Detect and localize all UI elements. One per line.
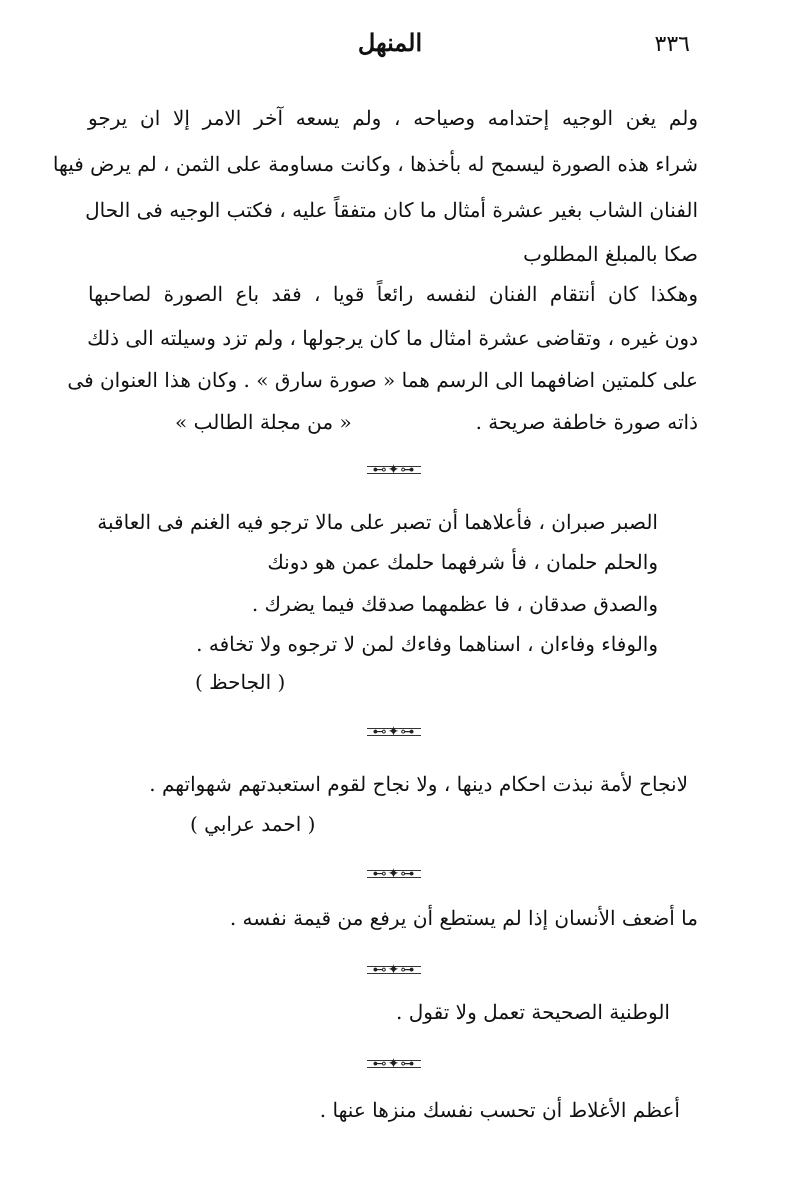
quote-line: والحلم حلمان ، فأ شرفهما حلمك عمن هو دونك — [267, 550, 658, 574]
quote-line: ما أضعف الأنسان إذا لم يستطع أن يرفع من قيمة نفسه . — [229, 906, 698, 930]
article-line: الفنان الشاب بغير عشرة أمثال ما كان متفقاً عليه ، فكتب الوجيه فى الحال — [85, 198, 698, 222]
article-line: صكا بالمبلغ المطلوب — [523, 242, 698, 266]
page-header — [90, 28, 690, 68]
article-line: دون غيره ، وتقاضى عشرة امثال ما كان يرجولها ، ولم تزد وسيلته الى ذلك — [87, 326, 698, 350]
article-line: وهكذا كان أنتقام الفنان لنفسه رائعاً قويا ، فقد باع الصورة لصاحبها — [88, 282, 698, 306]
section-ornament: ⊷✦⊶ — [0, 462, 788, 478]
article-line: على كلمتين اضافهما الى الرسم هما « صورة سارق » . وكان هذا العنوان فى — [67, 368, 698, 392]
quote-author: ( احمد عرابي ) — [190, 812, 316, 836]
quote-line: أعظم الأغلاط أن تحسب نفسك منزها عنها . — [319, 1098, 680, 1122]
section-ornament: ⊷✦⊶ — [0, 962, 788, 978]
section-ornament: ⊷✦⊶ — [0, 1056, 788, 1072]
quote-line: والصدق صدقان ، فا عظمهما صدقك فيما يضرك . — [251, 592, 658, 616]
article-line: ولم يغن الوجيه إحتدامه وصياحه ، ولم يسعه آخر الامر إلا ان يرجو — [88, 106, 698, 130]
quote-line: والوفاء وفاءان ، اسناهما وفاءك لمن لا ترجوه ولا تخافه . — [196, 632, 658, 656]
quote-line: الوطنية الصحيحة تعمل ولا تقول . — [396, 1000, 670, 1024]
section-ornament: ⊷✦⊶ — [0, 866, 788, 882]
page-number: ٣٣٦ — [654, 32, 690, 57]
article-line: ذاته صورة خاطفة صريحة . — [475, 410, 698, 434]
quote-author: ( الجاحظ ) — [195, 670, 286, 694]
quote-line: لانجاح لأمة نبذت احكام دينها ، ولا نجاح لقوم استعبدتهم شهواتهم . — [149, 772, 688, 796]
article-line: شراء هذه الصورة ليسمح له بأخذها ، وكانت مساومة على الثمن ، لم يرض فيها — [52, 152, 698, 176]
article-source: « من مجلة الطالب » — [175, 410, 352, 434]
quote-line: الصبر صبران ، فأعلاهما أن تصبر على مالا ترجو فيه الغنم فى العاقبة — [97, 510, 658, 534]
running-title: المنهل — [357, 28, 423, 57]
section-ornament: ⊷✦⊶ — [0, 724, 788, 740]
